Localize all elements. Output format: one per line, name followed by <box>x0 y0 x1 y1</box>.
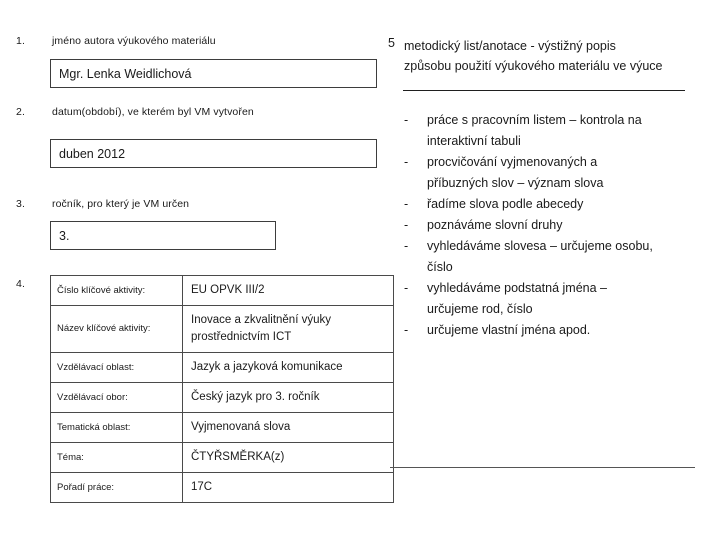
list-item <box>380 215 720 236</box>
table-row <box>51 473 394 503</box>
table-cell-key: Téma: <box>51 443 183 473</box>
list-item-text <box>427 215 720 236</box>
table-cell-value-line1: Inovace a zkvalitnění výuky <box>191 314 331 327</box>
table-row <box>51 353 394 383</box>
bullet-dash-icon: - <box>404 113 409 127</box>
table-row <box>51 383 394 413</box>
list-item-line1: určujeme vlastní jména apod. <box>427 323 591 337</box>
bullet-dash-icon: - <box>404 197 409 211</box>
section-number-5: 5 <box>388 36 395 50</box>
list-item-line2: číslo <box>427 260 453 274</box>
list-item-line1: práce s pracovním listem – kontrola na <box>427 113 642 127</box>
table-cell-key: Číslo klíčové aktivity: <box>51 276 183 306</box>
bullet-dash-icon: - <box>404 218 409 232</box>
list-item <box>380 194 720 215</box>
date-field[interactable] <box>50 139 377 168</box>
list-item <box>380 278 720 320</box>
table-cell-key: Tematická oblast: <box>51 413 183 443</box>
list-item <box>380 236 720 278</box>
annotation-heading <box>404 36 704 77</box>
item-label-date: datum(období), ve kterém byl VM vytvořen <box>52 106 254 118</box>
list-item-text <box>427 278 720 320</box>
list-item-line2: interaktivní tabuli <box>427 134 521 148</box>
grade-field[interactable] <box>50 221 276 250</box>
list-item <box>380 110 720 152</box>
table-row <box>51 306 394 353</box>
date-field-value: duben 2012 <box>59 146 126 161</box>
author-field[interactable] <box>50 59 377 88</box>
table-row <box>51 413 394 443</box>
list-item-line1: vyhledáváme podstatná jména – <box>427 281 607 295</box>
list-item <box>380 320 720 341</box>
list-item-text <box>427 320 720 341</box>
table-cell-key: Název klíčové aktivity: <box>51 306 183 353</box>
grade-field-value: 3. <box>59 228 70 243</box>
table-cell-value: Český jazyk pro 3. ročník <box>183 383 394 413</box>
annotation-heading-line2: způsobu použití výukového materiálu ve výuce <box>404 59 663 74</box>
item-number-1: 1. <box>16 35 25 47</box>
list-item-text <box>427 110 720 152</box>
author-field-value: Mgr. Lenka Weidlichová <box>59 66 192 81</box>
list-item-text <box>427 152 720 194</box>
list-item-line1: vyhledáváme slovesa – určujeme osobu, <box>427 239 653 253</box>
table-cell-value: ČTYŘSMĚRKA(z) <box>183 443 394 473</box>
list-item-line1: procvičování vyjmenovaných a <box>427 155 598 169</box>
table-row <box>51 443 394 473</box>
item-number-4: 4. <box>16 278 25 290</box>
bullet-dash-icon: - <box>404 281 409 295</box>
list-item-line1: poznáváme slovní druhy <box>427 218 563 232</box>
table-cell-value <box>183 306 394 353</box>
annotation-heading-line1: metodický list/anotace - výstižný popis <box>404 39 616 53</box>
annotation-bullet-list <box>380 110 720 341</box>
list-item-line2: určujeme rod, číslo <box>427 302 533 316</box>
heading-divider <box>403 90 685 91</box>
right-column <box>380 0 720 540</box>
table-cell-value: EU OPVK III/2 <box>183 276 394 306</box>
list-item-text <box>427 236 720 278</box>
item-number-2: 2. <box>16 106 25 118</box>
bullet-dash-icon: - <box>404 239 409 253</box>
table-cell-value: Jazyk a jazyková komunikace <box>183 353 394 383</box>
table-row <box>51 276 394 306</box>
item-number-3: 3. <box>16 198 25 210</box>
item-label-author: jméno autora výukového materiálu <box>52 35 216 47</box>
list-item-line1: řadíme slova podle abecedy <box>427 197 584 211</box>
table-cell-value: Vyjmenovaná slova <box>183 413 394 443</box>
list-item-line2: příbuzných slov – význam slova <box>427 176 604 190</box>
list-item <box>380 152 720 194</box>
metadata-table <box>50 275 394 503</box>
bullet-dash-icon: - <box>404 155 409 169</box>
table-cell-value-line2: prostřednictvím ICT <box>191 331 292 343</box>
table-cell-key: Pořadí práce: <box>51 473 183 503</box>
table-cell-key: Vzdělávací obor: <box>51 383 183 413</box>
table-cell-key: Vzdělávací oblast: <box>51 353 183 383</box>
list-item-text <box>427 194 720 215</box>
item-label-grade: ročník, pro který je VM určen <box>52 198 190 210</box>
table-cell-value: 17C <box>183 473 394 503</box>
footer-divider <box>390 467 695 468</box>
bullet-dash-icon: - <box>404 323 409 337</box>
